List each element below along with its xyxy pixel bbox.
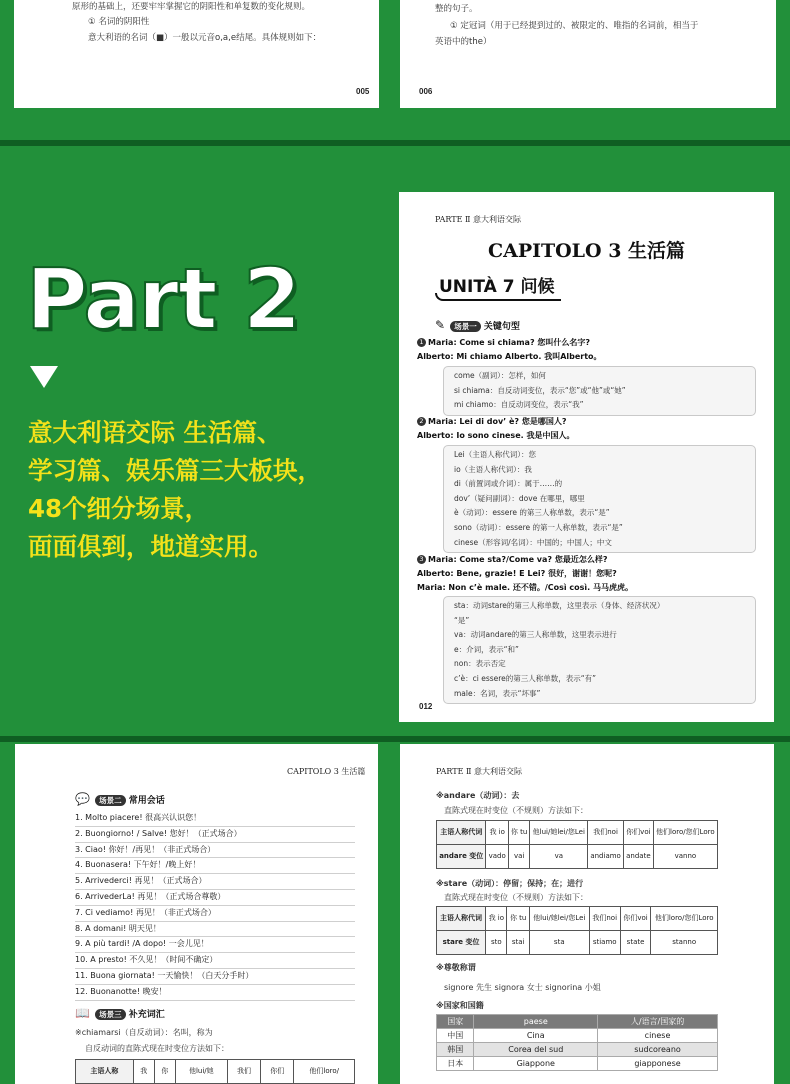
table-cell: 你们 xyxy=(261,1060,294,1084)
part-title: Part 2 xyxy=(26,250,300,348)
text-line: 意大利语的名词（■）一般以元音o,a,e结尾。具体规则如下： xyxy=(88,33,322,43)
number-badge: 3 xyxy=(417,555,426,564)
note-line: non：表示否定 xyxy=(454,659,506,669)
phrase-list xyxy=(75,811,355,1001)
table-cell: va xyxy=(530,845,588,869)
list-item: 11. Buona giornata! 一天愉快！（白天分手时） xyxy=(75,969,355,985)
table-cell: 他lui/她lei/您Lei xyxy=(530,821,588,845)
slogan-line: 48个细分场景， xyxy=(28,494,210,523)
note-line: male：名词，表示“坏事” xyxy=(454,688,541,698)
table-cell: vado xyxy=(486,845,508,869)
notes-box xyxy=(443,366,756,416)
text-line: ① 名词的阴阳性 xyxy=(88,17,150,27)
chapter-title: CAPITOLO 3 生活篇 xyxy=(487,240,686,262)
note-line: come（副词）：怎样，如何 xyxy=(454,371,546,380)
table-cell: stanno xyxy=(651,931,718,955)
list-item: 7. Ci vediamo! 再见！（非正式场合） xyxy=(75,906,355,922)
section-title: 常用会话 xyxy=(128,796,165,806)
note-line: sta：动词stare的第三人称单数，这里表示（身体、经济状况） xyxy=(454,601,665,610)
table-cell: 主语人称 xyxy=(76,1060,134,1084)
table-cell: andiamo xyxy=(588,845,624,869)
table-cell: cinese xyxy=(598,1029,718,1043)
dialogue-line: Alberto: Io sono cinese. 我是中国人。 xyxy=(417,431,575,440)
stare-table xyxy=(436,906,718,955)
note-line: si chiama：自反动词变位，表示“您”或“他”或“她” xyxy=(454,385,626,395)
dialogue-line: Alberto: Bene, grazie! E Lei? 很好，谢谢！您呢? xyxy=(417,569,617,578)
table-cell: state xyxy=(620,931,651,955)
table-cell: 你们voi xyxy=(624,821,654,845)
dialogue-line: Alberto: Mi chiamo Alberto. 我叫Alberto。 xyxy=(417,352,602,361)
page-number: 005 xyxy=(356,87,370,96)
slogan xyxy=(28,414,393,566)
text-line: 整的句子。 xyxy=(435,4,478,14)
note-line: va：动词andare的第三人称单数，这里表示进行 xyxy=(454,630,617,640)
dialogue-line: Maria: Lei di dov’ è? 您是哪国人? xyxy=(428,417,567,426)
page-parte2 xyxy=(400,744,774,1084)
table-cell: 我 io xyxy=(486,907,507,931)
vocab-line: ※chiamarsi（自反动词）：名叫，称为 xyxy=(75,1028,213,1037)
table-cell: giapponese xyxy=(598,1057,718,1071)
list-item: 4. Buonasera! 下午好！/晚上好！ xyxy=(75,858,355,874)
table-cell: 他lui/她 xyxy=(175,1060,227,1084)
table-cell: 他们loro/ xyxy=(294,1060,355,1084)
table-cell: 我 io xyxy=(486,821,508,845)
vocab-line: 直陈式现在时变位（不规则）方法如下： xyxy=(444,893,588,902)
note-line: Lei（主语人称代词）：您 xyxy=(454,450,536,459)
slogan-line: 学习篇、娱乐篇三大板块， xyxy=(28,456,322,485)
section-heading xyxy=(75,792,165,806)
table-cell: stiamo xyxy=(589,931,620,955)
triangle-down-icon xyxy=(30,366,58,388)
note-line: “是” xyxy=(454,615,470,625)
vocab-heading: ※国家和国籍 xyxy=(436,1001,484,1010)
table-cell: sta xyxy=(529,931,589,955)
note-line: io（主语人称代词）：我 xyxy=(454,464,532,474)
section-title: 补充词汇 xyxy=(128,1010,165,1020)
number-badge: 1 xyxy=(417,338,426,347)
table-cell: 中国 xyxy=(437,1029,474,1043)
pencil-icon: ✎ xyxy=(435,318,446,332)
table-cell: Cina xyxy=(474,1029,598,1043)
table-cell: 我 xyxy=(133,1060,154,1084)
section-badge: 场景二 xyxy=(95,795,126,806)
table-cell: 日本 xyxy=(437,1057,474,1071)
section-title: 关键句型 xyxy=(483,322,520,332)
note-line: di（前置词或介词）：属于……的 xyxy=(454,479,563,489)
vocab-line: signore 先生 signora 女士 signorina 小姐 xyxy=(444,983,601,992)
text-line: ① 定冠词（用于已经提到过的、被限定的、唯指的名词前，相当于 xyxy=(450,21,699,31)
section-heading xyxy=(435,318,520,332)
page-005 xyxy=(14,0,379,108)
vocab-heading: ※andare（动词）：去 xyxy=(436,791,520,800)
page-012 xyxy=(399,192,774,722)
dialogue-1 xyxy=(417,336,602,364)
slogan-line: 意大利语交际 生活篇、 xyxy=(28,418,282,447)
number-badge: 2 xyxy=(417,417,426,426)
list-item: 2. Buongiorno! / Salve! 您好！（正式场合） xyxy=(75,827,355,843)
table-cell: 我们noi xyxy=(589,907,620,931)
vocab-heading: ※stare（动词）：停留；保持；在；进行 xyxy=(436,879,584,888)
table-cell: sudcoreano xyxy=(598,1043,718,1057)
page-number: 012 xyxy=(419,702,433,711)
dialogue-3 xyxy=(417,553,633,595)
table-cell: 韩国 xyxy=(437,1043,474,1057)
speech-bubble-icon: 💬 xyxy=(75,792,90,806)
table-cell: andare 变位 xyxy=(437,845,486,869)
list-item: 10. A presto! 不久见！（时间不确定） xyxy=(75,953,355,969)
list-item: 3. Ciao! 你好！/再见！（非正式场合） xyxy=(75,843,355,859)
note-line: dov’（疑问副词）：dove 在哪里，哪里 xyxy=(454,493,585,503)
table-cell: vai xyxy=(508,845,530,869)
text-line: 原形的基础上，还要牢牢掌握它的阴阳性和单复数的变化规则。 xyxy=(72,2,311,12)
table-cell: 主语人称代词 xyxy=(437,907,486,931)
note-line: è（动词）：essere 的第三人称单数，表示“是” xyxy=(454,508,610,518)
table-cell: vanno xyxy=(653,845,717,869)
notes-box xyxy=(443,445,756,553)
table-cell: 我们 xyxy=(227,1060,260,1084)
vocab-line: 直陈式现在时变位（不规则）方法如下： xyxy=(444,806,588,815)
unit-title: UNITÀ 7 问候 xyxy=(439,277,555,297)
table-cell: Giappone xyxy=(474,1057,598,1071)
table-cell: 我们noi xyxy=(588,821,624,845)
note-line: sono（动词）：essere 的第一人称单数，表示“是” xyxy=(454,522,623,532)
section-heading xyxy=(75,1006,165,1020)
text-line: 英语中的the） xyxy=(435,37,492,47)
list-item: 8. A domani! 明天见！ xyxy=(75,922,355,938)
note-line: c’è：ci essere的第三人称单数，表示“有” xyxy=(454,673,597,683)
table-header-cell: paese xyxy=(474,1015,598,1029)
list-item: 6. ArrivederLa! 再见！（正式场合尊敬） xyxy=(75,890,355,906)
note-line: cinese（形容词/名词）：中国的；中国人；中文 xyxy=(454,537,612,547)
list-item: 5. Arrivederci! 再见！（正式场合） xyxy=(75,874,355,890)
table-cell: andate xyxy=(624,845,654,869)
dialogue-line: Maria: Non c’è male. 还不错。/Così così. 马马虎虎。 xyxy=(417,583,633,592)
dialogue-line: Maria: Come sta?/Come va? 您最近怎么样? xyxy=(428,555,608,564)
page-number: 006 xyxy=(419,87,433,96)
countries-table xyxy=(436,1014,718,1071)
table-cell: sto xyxy=(486,931,507,955)
section-badge: 场景一 xyxy=(450,321,481,332)
andare-table xyxy=(436,820,718,869)
table-cell: 你们voi xyxy=(620,907,651,931)
table-cell: 你 tu xyxy=(508,821,530,845)
divider xyxy=(0,140,790,146)
divider xyxy=(0,736,790,742)
table-cell: stare 变位 xyxy=(437,931,486,955)
table-cell: 他lui/她lei/您Lei xyxy=(529,907,589,931)
chapter-header: CAPITOLO 3 生活篇 xyxy=(287,767,366,776)
table-cell: 你 tu xyxy=(507,907,529,931)
book-icon: 📖 xyxy=(75,1006,90,1020)
vocab-heading: ※尊敬称谓 xyxy=(436,963,476,972)
unit-underline xyxy=(435,293,561,301)
page-chapter3 xyxy=(15,744,378,1084)
table-cell: 他们loro/您们Loro xyxy=(653,821,717,845)
table-header-cell: 国家 xyxy=(437,1015,474,1029)
table-cell: 你 xyxy=(154,1060,175,1084)
list-item: 1. Molto piacere! 很高兴认识您！ xyxy=(75,811,355,827)
part-header: PARTE Ⅱ 意大利语交际 xyxy=(435,215,522,224)
notes-box xyxy=(443,596,756,704)
table-cell: 他们loro/您们Loro xyxy=(651,907,718,931)
table-header-cell: 人/语言/国家的 xyxy=(598,1015,718,1029)
slogan-line: 面面俱到，地道实用。 xyxy=(28,532,273,561)
table-cell: Corea del sud xyxy=(474,1043,598,1057)
page-006 xyxy=(400,0,776,108)
vocab-line: 自反动词的直陈式现在时变位方法如下： xyxy=(85,1044,229,1053)
list-item: 9. A più tardi! /A dopo! 一会儿见！ xyxy=(75,937,355,953)
list-item: 12. Buonanotte! 晚安！ xyxy=(75,985,355,1001)
table-cell: stai xyxy=(507,931,529,955)
table-cell: 主语人称代词 xyxy=(437,821,486,845)
dialogue-line: Maria: Come si chiama? 您叫什么名字? xyxy=(428,338,591,347)
conjugation-table xyxy=(75,1059,355,1084)
note-line: mi chiamo：自反动词变位，表示“我” xyxy=(454,400,584,410)
section-badge: 场景三 xyxy=(95,1009,126,1020)
part-header: PARTE Ⅱ 意大利语交际 xyxy=(436,767,523,776)
note-line: e：介词，表示“和” xyxy=(454,644,519,654)
dialogue-2 xyxy=(417,415,574,443)
